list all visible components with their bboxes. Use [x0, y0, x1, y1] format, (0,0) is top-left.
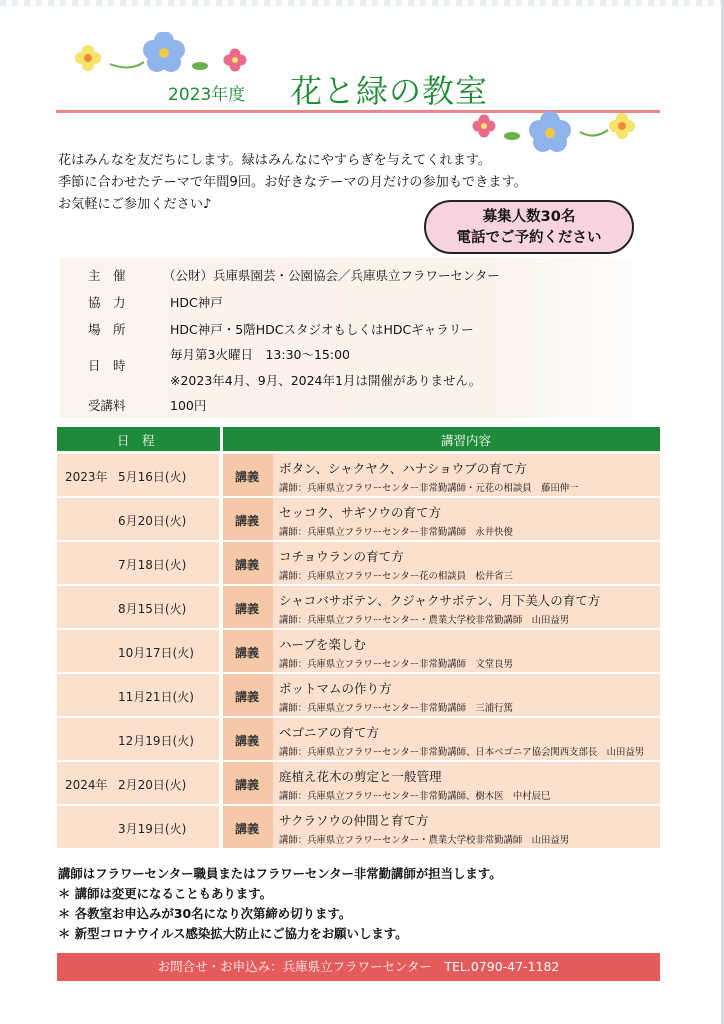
- row-date: 12月19日(火): [118, 734, 194, 748]
- row-date: 3月19日(火): [118, 822, 187, 836]
- header-separator: [220, 427, 223, 451]
- row-topic: セッコク、サギソウの育て方: [279, 505, 442, 520]
- content-cell: [223, 762, 660, 804]
- organizer-label: 主 催: [88, 268, 126, 283]
- row-lecturer: 講師：兵庫県立フラワーセンター非常勤講師 三浦行篤: [279, 703, 513, 714]
- recruit-badge: [424, 200, 634, 254]
- row-date: 8月15日(火): [118, 602, 187, 616]
- content-cell: [223, 542, 660, 584]
- content-cell: [223, 498, 660, 540]
- date-cell: [57, 454, 219, 496]
- content-cell: [223, 806, 660, 848]
- cooperation-label: 協 力: [88, 295, 126, 310]
- row-lecturer: 講師：兵庫県立フラワーセンター非常勤講師、樹木医 中村辰巳: [279, 791, 551, 802]
- row-kind: 講義: [235, 822, 260, 836]
- table-row: [57, 806, 660, 849]
- cooperation-value: HDC神戸: [170, 295, 223, 310]
- venue-label: 場 所: [88, 322, 126, 337]
- page-title: 花と緑の教室: [290, 72, 489, 110]
- intro-line: 花はみんなを友だちにします。緑はみんなにやすらぎを与えてくれます。: [58, 153, 492, 168]
- info-panel: [60, 258, 664, 418]
- row-lecturer: 講師：兵庫県立フラワーセンター花の相談員 松井省三: [279, 571, 513, 582]
- row-lecturer: 講師：兵庫県立フラワーセンター非常勤講師 文堂良男: [279, 659, 513, 670]
- kind-cell: [223, 762, 273, 804]
- row-topic: ベゴニアの育て方: [279, 725, 380, 740]
- row-topic: ハーブを楽しむ: [279, 637, 366, 652]
- header-content: 講習内容: [441, 433, 492, 448]
- date-cell: [57, 762, 219, 804]
- date-cell: [57, 542, 219, 584]
- row-topic: シャコバサボテン、クジャクサボテン、月下美人の育て方: [279, 593, 601, 608]
- intro-line: 季節に合わせたテーマで年間9回。お好きなテーマの月だけの参加もできます。: [58, 175, 527, 190]
- row-kind: 講義: [235, 514, 260, 528]
- row-kind: 講義: [235, 778, 260, 792]
- date-cell: [57, 498, 219, 540]
- row-lecturer: 講師：兵庫県立フラワーセンター非常勤講師・元花の相談員 藤田伸一: [279, 483, 579, 494]
- flower-decoration-left-icon: [70, 32, 260, 80]
- flower-decoration-right-icon: [462, 108, 652, 156]
- kind-cell: [223, 586, 273, 628]
- content-cell: [223, 454, 660, 496]
- date-cell: [57, 630, 219, 672]
- fee-value: 100円: [170, 398, 207, 413]
- row-date: 10月17日(火): [118, 646, 194, 660]
- datetime-note: ※2023年4月、9月、2024年1月は開催がありません。: [170, 373, 482, 388]
- row-date: 7月18日(火): [118, 558, 187, 572]
- datetime-label: 日 時: [88, 358, 126, 373]
- datetime-value: 毎月第3火曜日 13:30〜15:00: [170, 347, 350, 362]
- header-date: 日 程: [117, 433, 155, 448]
- recruit-capacity: 募集人数30名: [482, 209, 576, 225]
- top-border-decoration: [0, 0, 724, 6]
- row-date: 11月21日(火): [118, 690, 194, 704]
- contact-bar: お問合せ・お申込み：兵庫県立フラワーセンター TEL.0790-47-1182: [57, 953, 660, 981]
- note-line: ＊ 各教室お申込みが30名になり次第締め切ります。: [58, 906, 352, 921]
- row-topic: 庭植え花木の剪定と一般管理: [279, 769, 442, 784]
- kind-cell: [223, 674, 273, 716]
- kind-cell: [223, 630, 273, 672]
- content-cell: [223, 630, 660, 672]
- content-cell: [223, 718, 660, 760]
- row-lecturer: 講師：兵庫県立フラワーセンター・農業大学校非常勤講師 山田益男: [279, 615, 570, 626]
- table-row: [57, 586, 660, 629]
- organizer-value: （公財）兵庫県園芸・公園協会／兵庫県立フラワーセンター: [163, 268, 500, 283]
- kind-cell: [223, 806, 273, 848]
- content-cell: [223, 586, 660, 628]
- venue-value: HDC神戸・5階HDCスタジオもしくはHDCギャラリー: [170, 322, 474, 337]
- kind-cell: [223, 542, 273, 584]
- note-line: ＊ 講師は変更になることもあります。: [58, 886, 272, 901]
- row-kind: 講義: [235, 734, 260, 748]
- date-cell: [57, 586, 219, 628]
- note-line: ＊ 新型コロナウイルス感染拡大防止にご協力をお願いします。: [58, 926, 408, 941]
- notes: [58, 864, 502, 944]
- table-row: [57, 630, 660, 673]
- date-cell: [57, 718, 219, 760]
- row-lecturer: 講師：兵庫県立フラワーセンター非常勤講師 永井快俊: [279, 527, 513, 538]
- fee-label: 受講料: [88, 398, 126, 413]
- table-row: [57, 498, 660, 541]
- row-kind: 講義: [235, 602, 260, 616]
- row-kind: 講義: [235, 690, 260, 704]
- table-row: [57, 454, 660, 497]
- date-cell: [57, 674, 219, 716]
- row-topic: サクラソウの仲間と育て方: [279, 813, 429, 828]
- table-row: [57, 542, 660, 585]
- date-cell: [57, 806, 219, 848]
- row-date: 2月20日(火): [118, 778, 187, 792]
- row-topic: コチョウランの育て方: [279, 549, 404, 564]
- table-row: [57, 762, 660, 805]
- row-lecturer: 講師：兵庫県立フラワーセンター・農業大学校非常勤講師 山田益男: [279, 835, 570, 846]
- row-topic: ポットマムの作り方: [279, 681, 392, 696]
- note-line: 講師はフラワーセンター職員またはフラワーセンター非常勤講師が担当します。: [58, 866, 502, 881]
- row-date: 6月20日(火): [118, 514, 187, 528]
- kind-cell: [223, 718, 273, 760]
- year-label: 2023年度: [168, 85, 246, 105]
- row-year: 2023年: [65, 470, 108, 484]
- row-topic: ボタン、シャクヤク、ハナショウブの育て方: [279, 461, 527, 476]
- row-year: 2024年: [65, 778, 108, 792]
- row-kind: 講義: [235, 470, 260, 484]
- row-kind: 講義: [235, 646, 260, 660]
- row-date: 5月16日(火): [118, 470, 187, 484]
- kind-cell: [223, 454, 273, 496]
- schedule-table-header: [57, 427, 660, 451]
- kind-cell: [223, 498, 273, 540]
- recruit-reservation: 電話でご予約ください: [456, 230, 602, 246]
- table-row: [57, 674, 660, 717]
- table-row: [57, 718, 660, 761]
- row-kind: 講義: [235, 558, 260, 572]
- content-cell: [223, 674, 660, 716]
- row-lecturer: 講師：兵庫県立フラワーセンター非常勤講師、日本ベゴニア協会関西支部長 山田益男: [279, 747, 645, 758]
- intro-line: お気軽にご参加ください♪: [58, 197, 212, 212]
